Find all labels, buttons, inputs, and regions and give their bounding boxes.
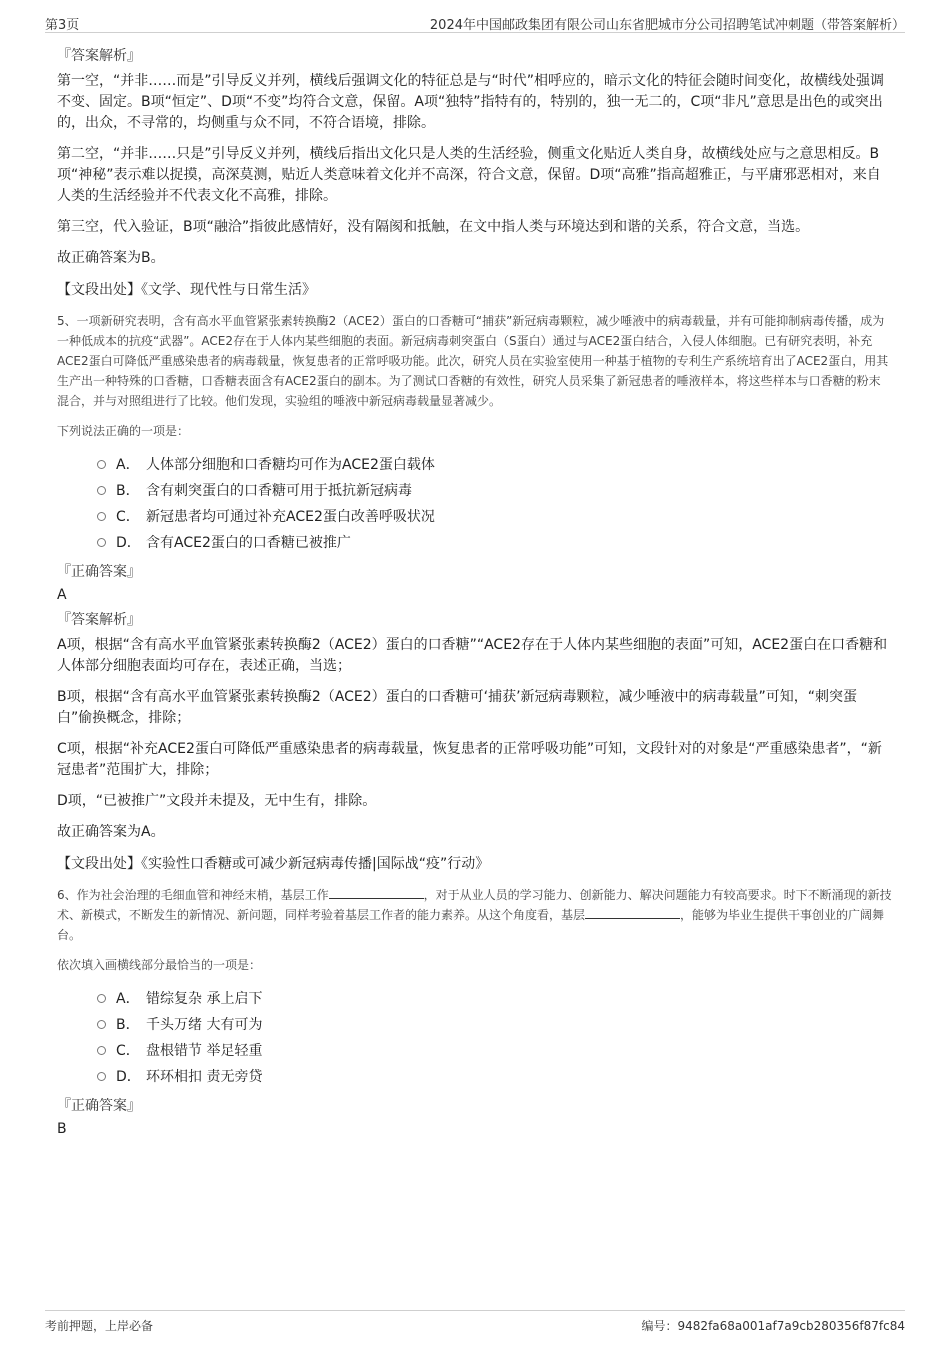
footer-slogan: 考前押题，上岸必备 (45, 1319, 154, 1333)
option-b[interactable]: B． 千头万绪 大有可为 (97, 1011, 892, 1037)
question-5-stem: 5、一项新研究表明，含有高水平血管紧张素转换酶2（ACE2）蛋白的口香糖可“捕获”新冠病毒颗粒，减少唾液中的病毒载量，并有可能抑制病毒传播，成为一种低成本的抗疫“武器”。ACE2存在于人体内某些细胞的表面。新冠病毒刺突蛋白（S蛋白）通过与ACE2蛋白结合，入侵人体细胞。已有研究表明，补充ACE2蛋白可降低严重感染患者的病毒载量，恢复患者的正常呼吸功能。此次，研究人员在实验室使用一种基于植物的专利生产系统培育出了ACE2蛋白，用其生产出一种特殊的口香糖，口香糖表面含有ACE2蛋白的副本。为了测试口香糖的有效性，研究人员采集了新冠患者的唾液样本，将这些样本与口香糖的粉末混合，并与对照组进行了比较。他们发现，实验组的唾液中新冠病毒载量显著减少。 (57, 314, 889, 408)
option-a[interactable]: A． 人体部分细胞和口香糖均可作为ACE2蛋白载体 (97, 451, 892, 477)
option-a[interactable]: A． 错综复杂 承上启下 (97, 985, 892, 1011)
option-b[interactable]: B． 含有刺突蛋白的口香糖可用于抵抗新冠病毒 (97, 477, 892, 503)
source-citation: 【文段出处】《实验性口香糖或可减少新冠病毒传播|国际战“疫”行动》 (57, 856, 490, 872)
option-c[interactable]: C． 新冠患者均可通过补充ACE2蛋白改善呼吸状况 (97, 503, 892, 529)
correct-answer-label: 『正确答案』 (57, 1098, 141, 1114)
blank-line (585, 906, 680, 919)
radio-icon[interactable] (97, 486, 106, 495)
analysis-label: 『答案解析』 (57, 612, 141, 628)
analysis-paragraph: 第二空，“并非……只是”引导反义并列，横线后指出文化只是人类的生活经验，侧重文化贴近人类自身，故横线处应与之意思相反。B项“神秘”表示难以捉摸，高深莫测，贴近人类意味着文化并不高深，符合文意，保留。D项“高雅”指高超雅正，与平庸邪恶相对，来自人类的生活经验并不代表文化不高雅，排除。 (57, 146, 881, 204)
question-6-prompt: 依次填入画横线部分最恰当的一项是： (57, 958, 262, 972)
question-5-options (97, 451, 892, 555)
page-footer (45, 1310, 905, 1335)
option-d[interactable]: D． 含有ACE2蛋白的口香糖已被推广 (97, 529, 892, 555)
analysis-paragraph: 第一空，“并非……而是”引导反义并列，横线后强调文化的特征总是与“时代”相呼应的，暗示文化的特征会随时间变化，故横线处强调不变、固定。B项“恒定”、D项“不变”均符合文意，保留。A项“独特”指特有的，特别的，独一无二的，C项“非凡”意思是出色的或突出的，出众，不寻常的，均侧重与众不同，不符合语境，排除。 (57, 73, 885, 131)
radio-icon[interactable] (97, 1020, 106, 1029)
question-6-stem: 6、作为社会治理的毛细血管和神经末梢，基层工作 ，对于从业人员的学习能力、创新能力、解决问题能力有较高要求。时下不断涌现的新技术、新模式，不断发生的新情况、新问题，同样考验着基层工作者的能力素养。从这个角度看，基层 ，能够为毕业生提供干事创业的广阔舞台。 (57, 888, 892, 942)
radio-icon[interactable] (97, 1072, 106, 1081)
page-number: 第3页 (45, 18, 80, 33)
analysis-paragraph: B项，根据“含有高水平血管紧张素转换酶2（ACE2）蛋白的口香糖可‘捕获’新冠病毒颗粒，减少唾液中的病毒载量”可知，“刺突蛋白”偷换概念，排除； (57, 689, 858, 726)
correct-answer-label: 『正确答案』 (57, 564, 141, 580)
analysis-paragraph: A项，根据“含有高水平血管紧张素转换酶2（ACE2）蛋白的口香糖”“ACE2存在于人体内某些细胞的表面”可知，ACE2蛋白在口香糖和人体部分细胞表面均可存在，表述正确，当选； (57, 637, 888, 674)
document-id: 编号：9482fa68a001af7a9cb280356f87fc84 (641, 1319, 905, 1333)
radio-icon[interactable] (97, 512, 106, 521)
question-6-options (97, 985, 892, 1089)
page-content (57, 45, 892, 1143)
correct-answer: B (57, 1121, 67, 1137)
analysis-paragraph: C项，根据“补充ACE2蛋白可降低严重感染患者的病毒载量，恢复患者的正常呼吸功能”可知，文段针对的对象是“严重感染患者”，“新冠患者”范围扩大，排除； (57, 741, 882, 778)
page-header (45, 12, 905, 33)
radio-icon[interactable] (97, 460, 106, 469)
source-citation: 【文段出处】《文学、现代性与日常生活》 (57, 282, 316, 298)
analysis-paragraph: D项，“已被推广”文段并未提及，无中生有，排除。 (57, 793, 377, 809)
radio-icon[interactable] (97, 538, 106, 547)
option-d[interactable]: D． 环环相扣 责无旁贷 (97, 1063, 892, 1089)
radio-icon[interactable] (97, 1046, 106, 1055)
correct-answer: A (57, 587, 67, 603)
question-5-prompt: 下列说法正确的一项是： (57, 424, 190, 438)
analysis-label: 『答案解析』 (57, 48, 141, 64)
document-title: 2024年中国邮政集团有限公司山东省肥城市分公司招聘笔试冲刺题（带答案解析） (429, 18, 905, 33)
analysis-paragraph: 第三空，代入验证，B项“融洽”指彼此感情好，没有隔阂和抵触，在文中指人类与环境达到和谐的关系，符合文意，当选。 (57, 219, 810, 235)
analysis-conclusion: 故正确答案为B。 (57, 250, 165, 266)
option-c[interactable]: C． 盘根错节 举足轻重 (97, 1037, 892, 1063)
radio-icon[interactable] (97, 994, 106, 1003)
analysis-conclusion: 故正确答案为A。 (57, 824, 165, 840)
blank-line (329, 886, 424, 899)
